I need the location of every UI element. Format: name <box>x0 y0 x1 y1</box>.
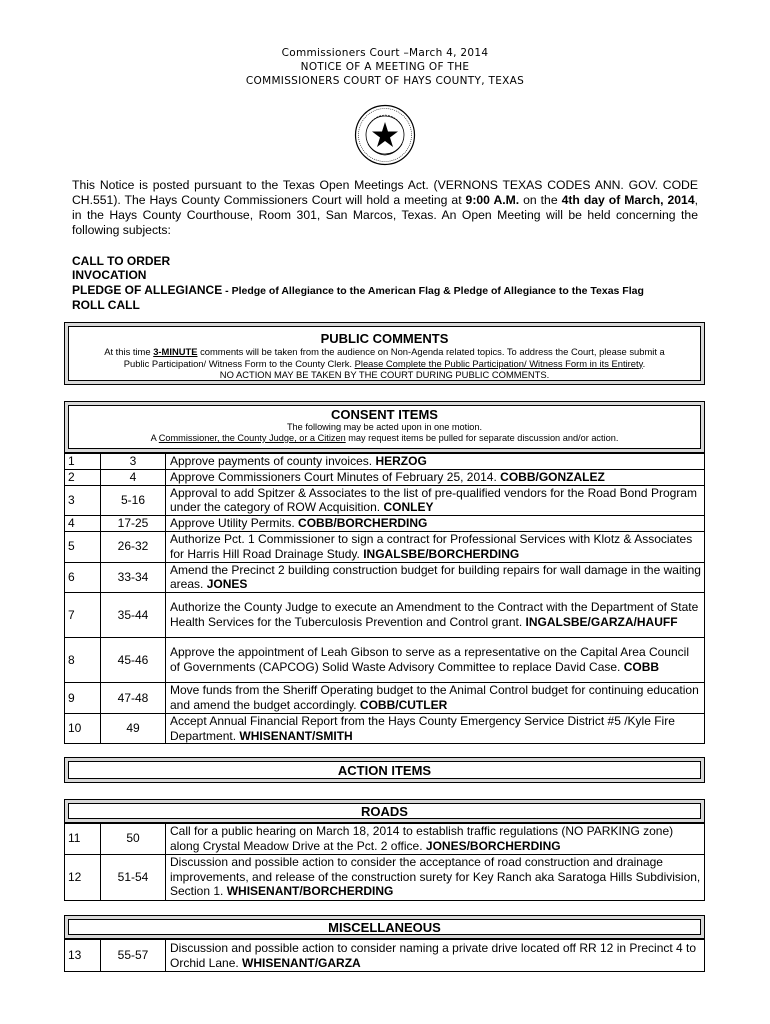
header-line-1: Commissioners Court –March 4, 2014 <box>281 47 489 59</box>
item-description <box>166 469 705 485</box>
agenda-item-row <box>65 531 705 562</box>
meeting-time: 9:00 A.M. <box>465 193 520 207</box>
item-sponsors: INGALSBE/GARZA/HAUFF <box>525 615 678 630</box>
intro-paragraph: This Notice is posted pursuant to the Texas Open Meetings Act. (VERNONS TEXAS CODES ANN. GOV. CODE CH.551). The Hays County Commissioners Court will hold a meeting at 9:00 A.M. on the 4th day of March, 2014, in the Hays County Courthouse, Room 301, San Marcos, Texas. An Open Meeting will be held concerning the following subjects: <box>72 178 698 237</box>
item-number: 10 <box>65 713 101 744</box>
county-seal-icon <box>354 104 416 166</box>
item-sponsors: HERZOG <box>375 454 427 468</box>
item-description <box>166 683 705 714</box>
public-comments-line-1: At this time 3-MINUTE comments will be taken from the audience on Non-Agenda related topics. To address the Court, please submit a <box>104 346 665 357</box>
item-sponsors: COBB/BORCHERDING <box>298 516 428 531</box>
item-text: Approve the appointment of Leah Gibson to serve as a representative on the Capital Area Council of Governments (CAPCOG) Solid Waste Advisory Committee to replace David Case. <box>170 645 689 675</box>
agenda-item-row <box>65 940 705 972</box>
item-description <box>166 485 705 516</box>
invocation: INVOCATION <box>72 268 147 282</box>
item-text: Call for a public hearing on March 18, 2014 to establish traffic regulations (NO PARKING zone) along Crystal Meadow Drive at the Pct. 2 office. <box>170 824 674 853</box>
agenda-item-row <box>65 469 705 485</box>
item-pages: 33-34 <box>101 562 166 593</box>
item-sponsors: WHISENANT/GARZA <box>242 955 361 970</box>
meeting-date: 4th day of March, 2014 <box>561 193 695 207</box>
item-number: 9 <box>65 683 101 714</box>
consent-items-line-2: A Commissioner, the County Judge, or a Citizen may request items be pulled for separate discussion and/or action. <box>150 433 619 443</box>
consent-items-title: CONSENT ITEMS <box>331 407 438 422</box>
item-pages: 47-48 <box>101 683 166 714</box>
item-sponsors: COBB <box>623 660 660 675</box>
item-number: 6 <box>65 562 101 593</box>
consent-items-line-1: The following may be acted upon in one motion. <box>286 422 483 432</box>
item-text: Amend the Precinct 2 building construction budget for building repairs for wall damage in the waiting areas. <box>170 562 701 592</box>
agenda-item-row <box>65 485 705 516</box>
item-description <box>166 824 705 855</box>
item-pages: 51-54 <box>101 854 166 900</box>
item-pages: 5-16 <box>101 485 166 516</box>
roads-items-table <box>64 823 705 901</box>
agenda-item-row <box>65 638 705 683</box>
item-description <box>166 454 705 470</box>
miscellaneous-items-table <box>64 939 705 972</box>
item-sponsors: WHISENANT/SMITH <box>239 728 353 743</box>
item-pages: 45-46 <box>101 638 166 683</box>
consent-items-section <box>64 401 705 453</box>
item-sponsors: INGALSBE/BORCHERDING <box>363 546 520 561</box>
item-pages: 17-25 <box>101 516 166 532</box>
public-comments-title: PUBLIC COMMENTS <box>320 331 449 346</box>
item-text: Authorize Pct. 1 Commissioner to sign a contract for Professional Services with Klotz & Associates for Harris Hill Road Drainage Study. <box>170 531 693 561</box>
item-text: Discussion and possible action to consider naming a private drive located off RR 12 in Precinct 4 to Orchid Lane. <box>170 940 697 970</box>
item-sponsors: JONES <box>206 577 248 592</box>
item-description <box>166 940 705 972</box>
agenda-item-row <box>65 516 705 532</box>
item-description <box>166 854 705 900</box>
agenda-item-row <box>65 454 705 470</box>
item-pages: 49 <box>101 713 166 744</box>
miscellaneous-section <box>64 915 705 939</box>
header-line-3: COMMISSIONERS COURT OF HAYS COUNTY, TEXAS <box>245 75 525 87</box>
item-pages: 50 <box>101 824 166 855</box>
action-items-section <box>64 757 705 783</box>
agenda-item-row <box>65 593 705 638</box>
agenda-item-row <box>65 824 705 855</box>
item-number: 7 <box>65 593 101 638</box>
item-description <box>166 638 705 683</box>
roads-section <box>64 799 705 823</box>
public-comments-line-2: Public Participation/ Witness Form to the County Clerk. Please Complete the Public Participation/ Witness Form in its Entirety. <box>123 357 646 369</box>
item-sponsors: COBB/GONZALEZ <box>500 469 605 484</box>
item-number: 3 <box>65 485 101 516</box>
item-pages: 26-32 <box>101 531 166 562</box>
item-text: Authorize the County Judge to execute an Amendment to the Contract with the Department of State Health Services for the Tuberculosis Prevention and Control grant. <box>170 600 699 630</box>
item-text: Approve payments of county invoices. <box>170 454 376 468</box>
item-text: Approval to add Spitzer & Associates to the list of pre-qualified vendors for the Road Bond Program under the category of ROW Acquisition. <box>170 485 697 515</box>
item-pages: 55-57 <box>101 940 166 972</box>
item-description <box>166 713 705 744</box>
item-text: Move funds from the Sheriff Operating budget to the Animal Control budget for continuing education and amend the budget accordingly. <box>170 683 699 712</box>
agenda-item-row <box>65 683 705 714</box>
call-to-order: CALL TO ORDER <box>72 254 171 268</box>
item-description <box>166 531 705 562</box>
item-number: 13 <box>65 940 101 972</box>
action-items-title: ACTION ITEMS <box>337 763 432 778</box>
public-comments-section <box>64 322 705 385</box>
item-description <box>166 593 705 638</box>
item-sponsors: COBB/CUTLER <box>359 697 448 712</box>
item-number: 11 <box>65 824 101 855</box>
item-description <box>166 562 705 593</box>
pledge-of-allegiance: PLEDGE OF ALLEGIANCE - Pledge of Allegiance to the American Flag & Pledge of Allegiance to the Texas Flag <box>72 283 644 297</box>
item-number: 8 <box>65 638 101 683</box>
item-pages: 35-44 <box>101 593 166 638</box>
item-text: Approve Commissioners Court Minutes of February 25, 2014. <box>170 469 501 484</box>
miscellaneous-title: MISCELLANEOUS <box>328 920 441 935</box>
agenda-item-row <box>65 854 705 900</box>
item-number: 12 <box>65 854 101 900</box>
item-text: Accept Annual Financial Report from the Hays County Emergency Service District #5 /Kyle Fire Department. <box>170 713 675 743</box>
item-number: 2 <box>65 469 101 485</box>
agenda-item-row <box>65 562 705 593</box>
consent-items-table <box>64 453 705 744</box>
item-pages: 3 <box>101 454 166 470</box>
item-text: Discussion and possible action to consider the acceptance of road construction and drainage improvements, and release of the construction surety for Key Ranch aka Saratoga Hills Subdivision, Section 1. <box>170 854 701 899</box>
item-number: 5 <box>65 531 101 562</box>
agenda-item-row <box>65 713 705 744</box>
public-comments-line-3: NO ACTION MAY BE TAKEN BY THE COURT DURING PUBLIC COMMENTS. <box>219 369 550 380</box>
item-description <box>166 516 705 532</box>
item-number: 1 <box>65 454 101 470</box>
roads-title: ROADS <box>361 804 408 819</box>
item-sponsors: WHISENANT/BORCHERDING <box>226 884 394 899</box>
header-line-2: NOTICE OF A MEETING OF THE <box>300 61 470 73</box>
item-number: 4 <box>65 516 101 532</box>
item-sponsors: CONLEY <box>383 500 434 515</box>
item-text: Approve Utility Permits. <box>170 516 299 531</box>
item-pages: 4 <box>101 469 166 485</box>
roll-call: ROLL CALL <box>72 298 140 312</box>
item-sponsors: JONES/BORCHERDING <box>425 838 561 853</box>
